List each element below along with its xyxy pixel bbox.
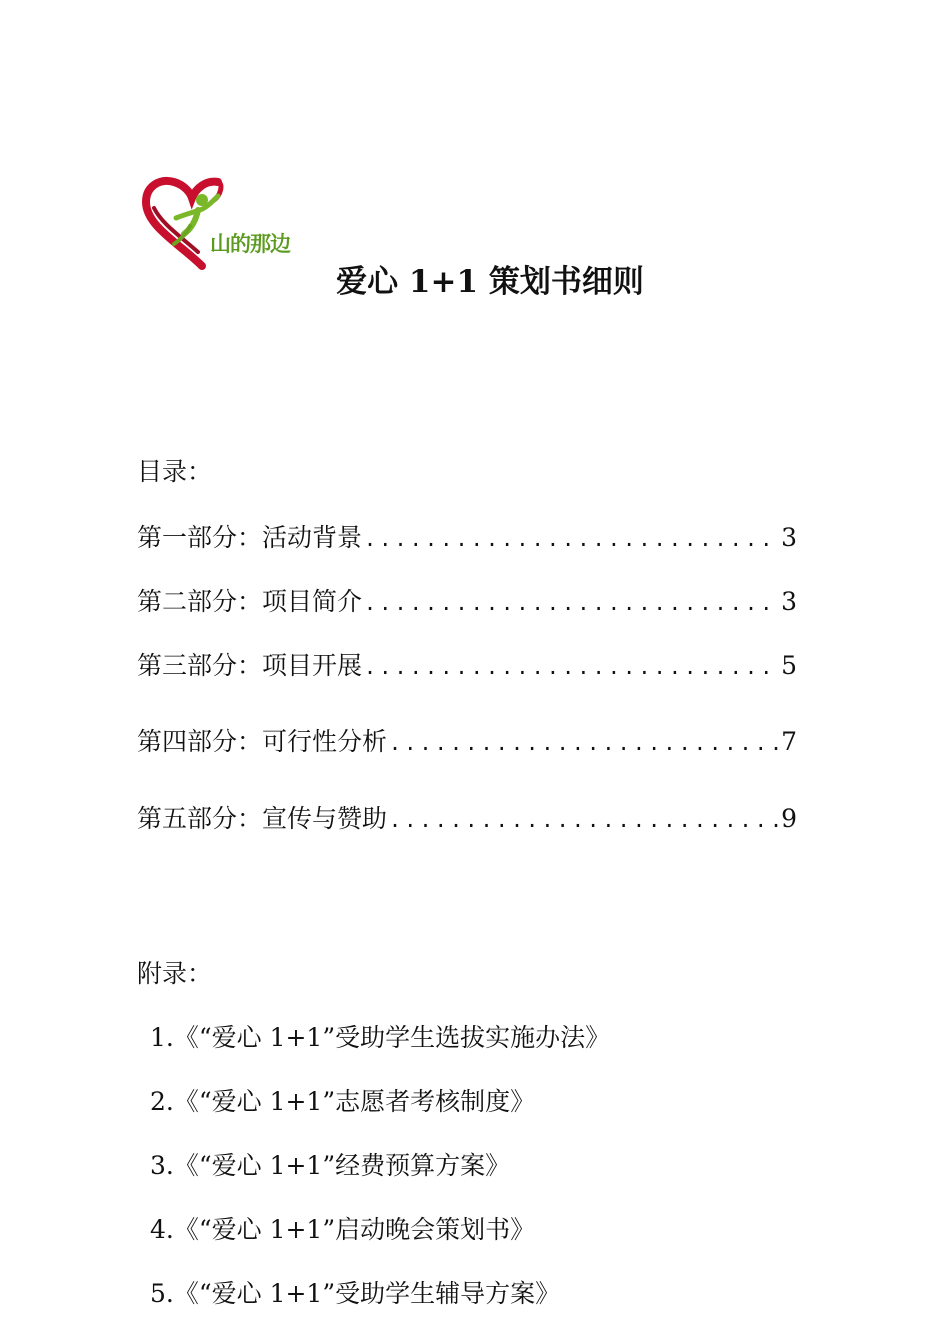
toc-entry [137, 518, 797, 554]
toc-leader-dots [389, 731, 779, 755]
appendix-item: 4.《“爱心 1+1”启动晚会策划书》 [150, 1215, 536, 1244]
toc-entry [137, 582, 797, 618]
toc-entry-label: 第三部分：项目开展 [137, 651, 363, 680]
toc-entry-label: 第一部分：活动背景 [137, 523, 363, 552]
appendix-item: 5.《“爱心 1+1”受助学生辅导方案》 [150, 1279, 561, 1308]
toc-entry [137, 722, 797, 758]
logo-text: 山的那边 [210, 232, 290, 256]
appendix-heading: 附录： [137, 959, 213, 988]
toc-leader-dots [364, 655, 779, 679]
toc-entry-label: 第四部分：可行性分析 [137, 727, 388, 756]
toc-leader-dots [364, 527, 779, 551]
toc-entry [137, 799, 797, 835]
toc-entry [137, 646, 797, 682]
toc-entry-page: 5 [781, 651, 797, 680]
appendix-item: 2.《“爱心 1+1”志愿者考核制度》 [150, 1087, 536, 1116]
toc-heading: 目录： [137, 457, 213, 486]
toc-leader-dots [364, 591, 779, 615]
document-title: 爱心 1+1 策划书细则 [336, 264, 644, 300]
toc-entry-page: 3 [781, 523, 797, 552]
toc-entry-page: 3 [781, 587, 797, 616]
toc-entry-label: 第五部分：宣传与赞助 [137, 804, 388, 833]
toc-entry-page: 7 [781, 727, 797, 756]
appendix-item: 3.《“爱心 1+1”经费预算方案》 [150, 1151, 511, 1180]
toc-leader-dots [389, 808, 779, 832]
toc-entry-page: 9 [781, 804, 797, 833]
appendix-item: 1.《“爱心 1+1”受助学生选拔实施办法》 [150, 1023, 611, 1052]
toc-entry-label: 第二部分：项目简介 [137, 587, 363, 616]
